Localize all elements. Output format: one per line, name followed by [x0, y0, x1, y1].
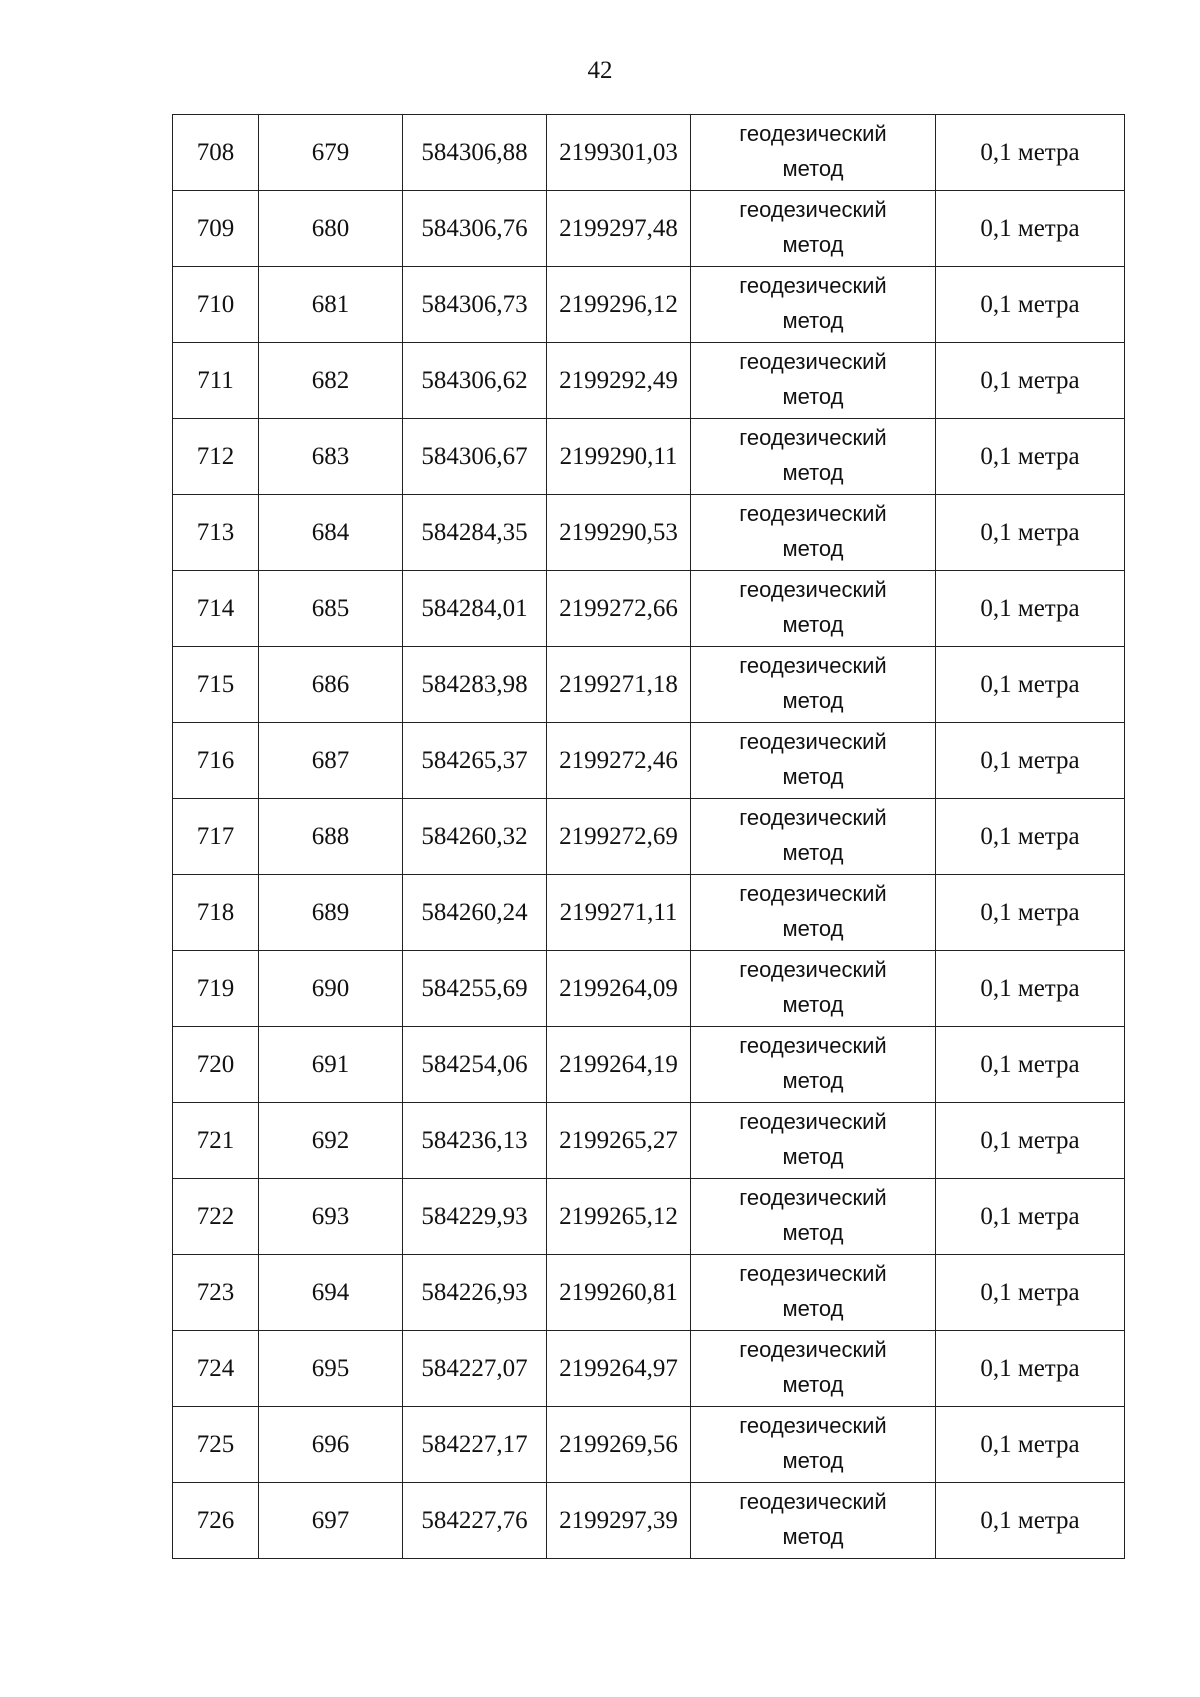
method-text-line: геодезический	[739, 121, 887, 146]
method-cell	[691, 1483, 936, 1559]
point-number-alt-cell: 687	[259, 723, 403, 799]
point-number-cell: 715	[173, 647, 259, 723]
point-number-cell: 709	[173, 191, 259, 267]
method-text-line: метод	[782, 308, 844, 334]
accuracy-cell: 0,1 метра	[936, 1483, 1125, 1559]
method-text-line: геодезический	[739, 729, 887, 754]
method-text-line: метод	[782, 1448, 844, 1474]
point-number-alt-cell: 682	[259, 343, 403, 419]
point-number-alt-cell: 679	[259, 115, 403, 191]
method-text-line: метод	[782, 1296, 844, 1322]
point-number-cell: 723	[173, 1255, 259, 1331]
page-number: 42	[587, 57, 613, 84]
method-text-line: метод	[782, 688, 844, 714]
table-row	[173, 1331, 1125, 1407]
method-cell	[691, 1407, 936, 1483]
method-cell	[691, 647, 936, 723]
accuracy-cell: 0,1 метра	[936, 191, 1125, 267]
table-row	[173, 1103, 1125, 1179]
coordinate-x-cell: 584306,67	[403, 419, 547, 495]
point-number-cell: 710	[173, 267, 259, 343]
coordinate-x-cell: 584227,17	[403, 1407, 547, 1483]
coordinate-y-cell: 2199269,56	[547, 1407, 691, 1483]
coordinate-y-cell: 2199264,09	[547, 951, 691, 1027]
method-text-line: геодезический	[739, 197, 887, 222]
method-text-line: геодезический	[739, 805, 887, 830]
method-cell	[691, 1103, 936, 1179]
accuracy-cell: 0,1 метра	[936, 1103, 1125, 1179]
coordinate-x-cell: 584284,01	[403, 571, 547, 647]
method-text-line: метод	[782, 460, 844, 486]
method-cell	[691, 191, 936, 267]
point-number-cell: 716	[173, 723, 259, 799]
method-cell	[691, 799, 936, 875]
method-cell	[691, 1179, 936, 1255]
method-text-line: метод	[782, 992, 844, 1018]
method-text-line: метод	[782, 1524, 844, 1550]
accuracy-cell: 0,1 метра	[936, 1255, 1125, 1331]
point-number-alt-cell: 686	[259, 647, 403, 723]
point-number-cell: 708	[173, 115, 259, 191]
point-number-alt-cell: 693	[259, 1179, 403, 1255]
point-number-cell: 717	[173, 799, 259, 875]
accuracy-cell: 0,1 метра	[936, 343, 1125, 419]
table-row	[173, 951, 1125, 1027]
coordinate-x-cell: 584255,69	[403, 951, 547, 1027]
method-text-line: метод	[782, 840, 844, 866]
method-text-line: метод	[782, 1068, 844, 1094]
method-text-line: метод	[782, 536, 844, 562]
point-number-alt-cell: 689	[259, 875, 403, 951]
accuracy-cell: 0,1 метра	[936, 115, 1125, 191]
method-text-line: геодезический	[739, 1489, 887, 1514]
method-text-line: метод	[782, 384, 844, 410]
coordinate-y-cell: 2199272,66	[547, 571, 691, 647]
coordinate-x-cell: 584236,13	[403, 1103, 547, 1179]
method-cell	[691, 1255, 936, 1331]
point-number-alt-cell: 697	[259, 1483, 403, 1559]
method-cell	[691, 1027, 936, 1103]
method-text-line: геодезический	[739, 501, 887, 526]
method-text-line: геодезический	[739, 1185, 887, 1210]
point-number-cell: 726	[173, 1483, 259, 1559]
method-text-line: геодезический	[739, 1261, 887, 1286]
coordinate-x-cell: 584229,93	[403, 1179, 547, 1255]
coordinate-y-cell: 2199296,12	[547, 267, 691, 343]
accuracy-cell: 0,1 метра	[936, 723, 1125, 799]
accuracy-cell: 0,1 метра	[936, 419, 1125, 495]
coordinate-y-cell: 2199265,27	[547, 1103, 691, 1179]
table-row	[173, 875, 1125, 951]
point-number-alt-cell: 685	[259, 571, 403, 647]
method-cell	[691, 343, 936, 419]
method-cell	[691, 875, 936, 951]
coordinate-y-cell: 2199260,81	[547, 1255, 691, 1331]
coordinate-x-cell: 584283,98	[403, 647, 547, 723]
method-text-line: геодезический	[739, 1109, 887, 1134]
point-number-cell: 720	[173, 1027, 259, 1103]
accuracy-cell: 0,1 метра	[936, 571, 1125, 647]
point-number-alt-cell: 695	[259, 1331, 403, 1407]
point-number-cell: 713	[173, 495, 259, 571]
point-number-alt-cell: 683	[259, 419, 403, 495]
coordinate-y-cell: 2199272,69	[547, 799, 691, 875]
table-row	[173, 343, 1125, 419]
coordinate-x-cell: 584265,37	[403, 723, 547, 799]
coordinate-x-cell: 584260,32	[403, 799, 547, 875]
point-number-alt-cell: 696	[259, 1407, 403, 1483]
method-text-line: геодезический	[739, 1033, 887, 1058]
method-text-line: геодезический	[739, 957, 887, 982]
point-number-alt-cell: 680	[259, 191, 403, 267]
method-text-line: геодезический	[739, 653, 887, 678]
table-row	[173, 191, 1125, 267]
coordinate-x-cell: 584306,76	[403, 191, 547, 267]
method-text-line: метод	[782, 764, 844, 790]
coordinate-x-cell: 584227,07	[403, 1331, 547, 1407]
point-number-alt-cell: 691	[259, 1027, 403, 1103]
point-number-cell: 719	[173, 951, 259, 1027]
coordinate-x-cell: 584254,06	[403, 1027, 547, 1103]
method-text-line: геодезический	[739, 349, 887, 374]
accuracy-cell: 0,1 метра	[936, 875, 1125, 951]
table-row	[173, 723, 1125, 799]
coordinate-y-cell: 2199264,19	[547, 1027, 691, 1103]
accuracy-cell: 0,1 метра	[936, 647, 1125, 723]
table-row	[173, 1255, 1125, 1331]
point-number-cell: 721	[173, 1103, 259, 1179]
point-number-alt-cell: 688	[259, 799, 403, 875]
point-number-cell: 722	[173, 1179, 259, 1255]
table-row	[173, 1407, 1125, 1483]
accuracy-cell: 0,1 метра	[936, 951, 1125, 1027]
coordinate-y-cell: 2199290,11	[547, 419, 691, 495]
point-number-alt-cell: 692	[259, 1103, 403, 1179]
point-number-cell: 712	[173, 419, 259, 495]
coordinate-y-cell: 2199265,12	[547, 1179, 691, 1255]
table-row	[173, 571, 1125, 647]
coordinate-y-cell: 2199264,97	[547, 1331, 691, 1407]
table-row	[173, 419, 1125, 495]
method-text-line: метод	[782, 612, 844, 638]
accuracy-cell: 0,1 метра	[936, 495, 1125, 571]
coordinate-y-cell: 2199290,53	[547, 495, 691, 571]
table-row	[173, 267, 1125, 343]
table-row	[173, 1027, 1125, 1103]
point-number-alt-cell: 684	[259, 495, 403, 571]
point-number-cell: 714	[173, 571, 259, 647]
coordinate-x-cell: 584226,93	[403, 1255, 547, 1331]
table-row	[173, 799, 1125, 875]
coordinate-x-cell: 584260,24	[403, 875, 547, 951]
method-text-line: метод	[782, 1144, 844, 1170]
coordinates-table	[172, 114, 1125, 1559]
method-cell	[691, 1331, 936, 1407]
accuracy-cell: 0,1 метра	[936, 267, 1125, 343]
coordinate-y-cell: 2199297,39	[547, 1483, 691, 1559]
coordinate-y-cell: 2199301,03	[547, 115, 691, 191]
method-text-line: метод	[782, 156, 844, 182]
method-cell	[691, 951, 936, 1027]
coordinate-y-cell: 2199292,49	[547, 343, 691, 419]
table-row	[173, 1179, 1125, 1255]
method-cell	[691, 267, 936, 343]
method-cell	[691, 115, 936, 191]
point-number-cell: 711	[173, 343, 259, 419]
method-text-line: метод	[782, 916, 844, 942]
method-text-line: метод	[782, 232, 844, 258]
coordinate-y-cell: 2199297,48	[547, 191, 691, 267]
point-number-cell: 718	[173, 875, 259, 951]
method-text-line: геодезический	[739, 1337, 887, 1362]
table-row	[173, 1483, 1125, 1559]
table-row	[173, 115, 1125, 191]
point-number-alt-cell: 694	[259, 1255, 403, 1331]
coordinates-table-body	[173, 115, 1125, 1559]
accuracy-cell: 0,1 метра	[936, 799, 1125, 875]
method-text-line: геодезический	[739, 881, 887, 906]
accuracy-cell: 0,1 метра	[936, 1027, 1125, 1103]
method-text-line: метод	[782, 1220, 844, 1246]
table-row	[173, 495, 1125, 571]
coordinate-y-cell: 2199271,11	[547, 875, 691, 951]
point-number-cell: 724	[173, 1331, 259, 1407]
accuracy-cell: 0,1 метра	[936, 1179, 1125, 1255]
point-number-alt-cell: 681	[259, 267, 403, 343]
method-cell	[691, 571, 936, 647]
accuracy-cell: 0,1 метра	[936, 1407, 1125, 1483]
coordinate-x-cell: 584306,62	[403, 343, 547, 419]
table-row	[173, 647, 1125, 723]
method-text-line: геодезический	[739, 425, 887, 450]
method-text-line: метод	[782, 1372, 844, 1398]
method-cell	[691, 419, 936, 495]
method-cell	[691, 495, 936, 571]
method-text-line: геодезический	[739, 1413, 887, 1438]
coordinate-y-cell: 2199272,46	[547, 723, 691, 799]
coordinate-x-cell: 584227,76	[403, 1483, 547, 1559]
coordinate-y-cell: 2199271,18	[547, 647, 691, 723]
point-number-alt-cell: 690	[259, 951, 403, 1027]
accuracy-cell: 0,1 метра	[936, 1331, 1125, 1407]
coordinate-x-cell: 584306,88	[403, 115, 547, 191]
coordinate-x-cell: 584284,35	[403, 495, 547, 571]
method-text-line: геодезический	[739, 577, 887, 602]
point-number-cell: 725	[173, 1407, 259, 1483]
coordinate-x-cell: 584306,73	[403, 267, 547, 343]
method-cell	[691, 723, 936, 799]
method-text-line: геодезический	[739, 273, 887, 298]
